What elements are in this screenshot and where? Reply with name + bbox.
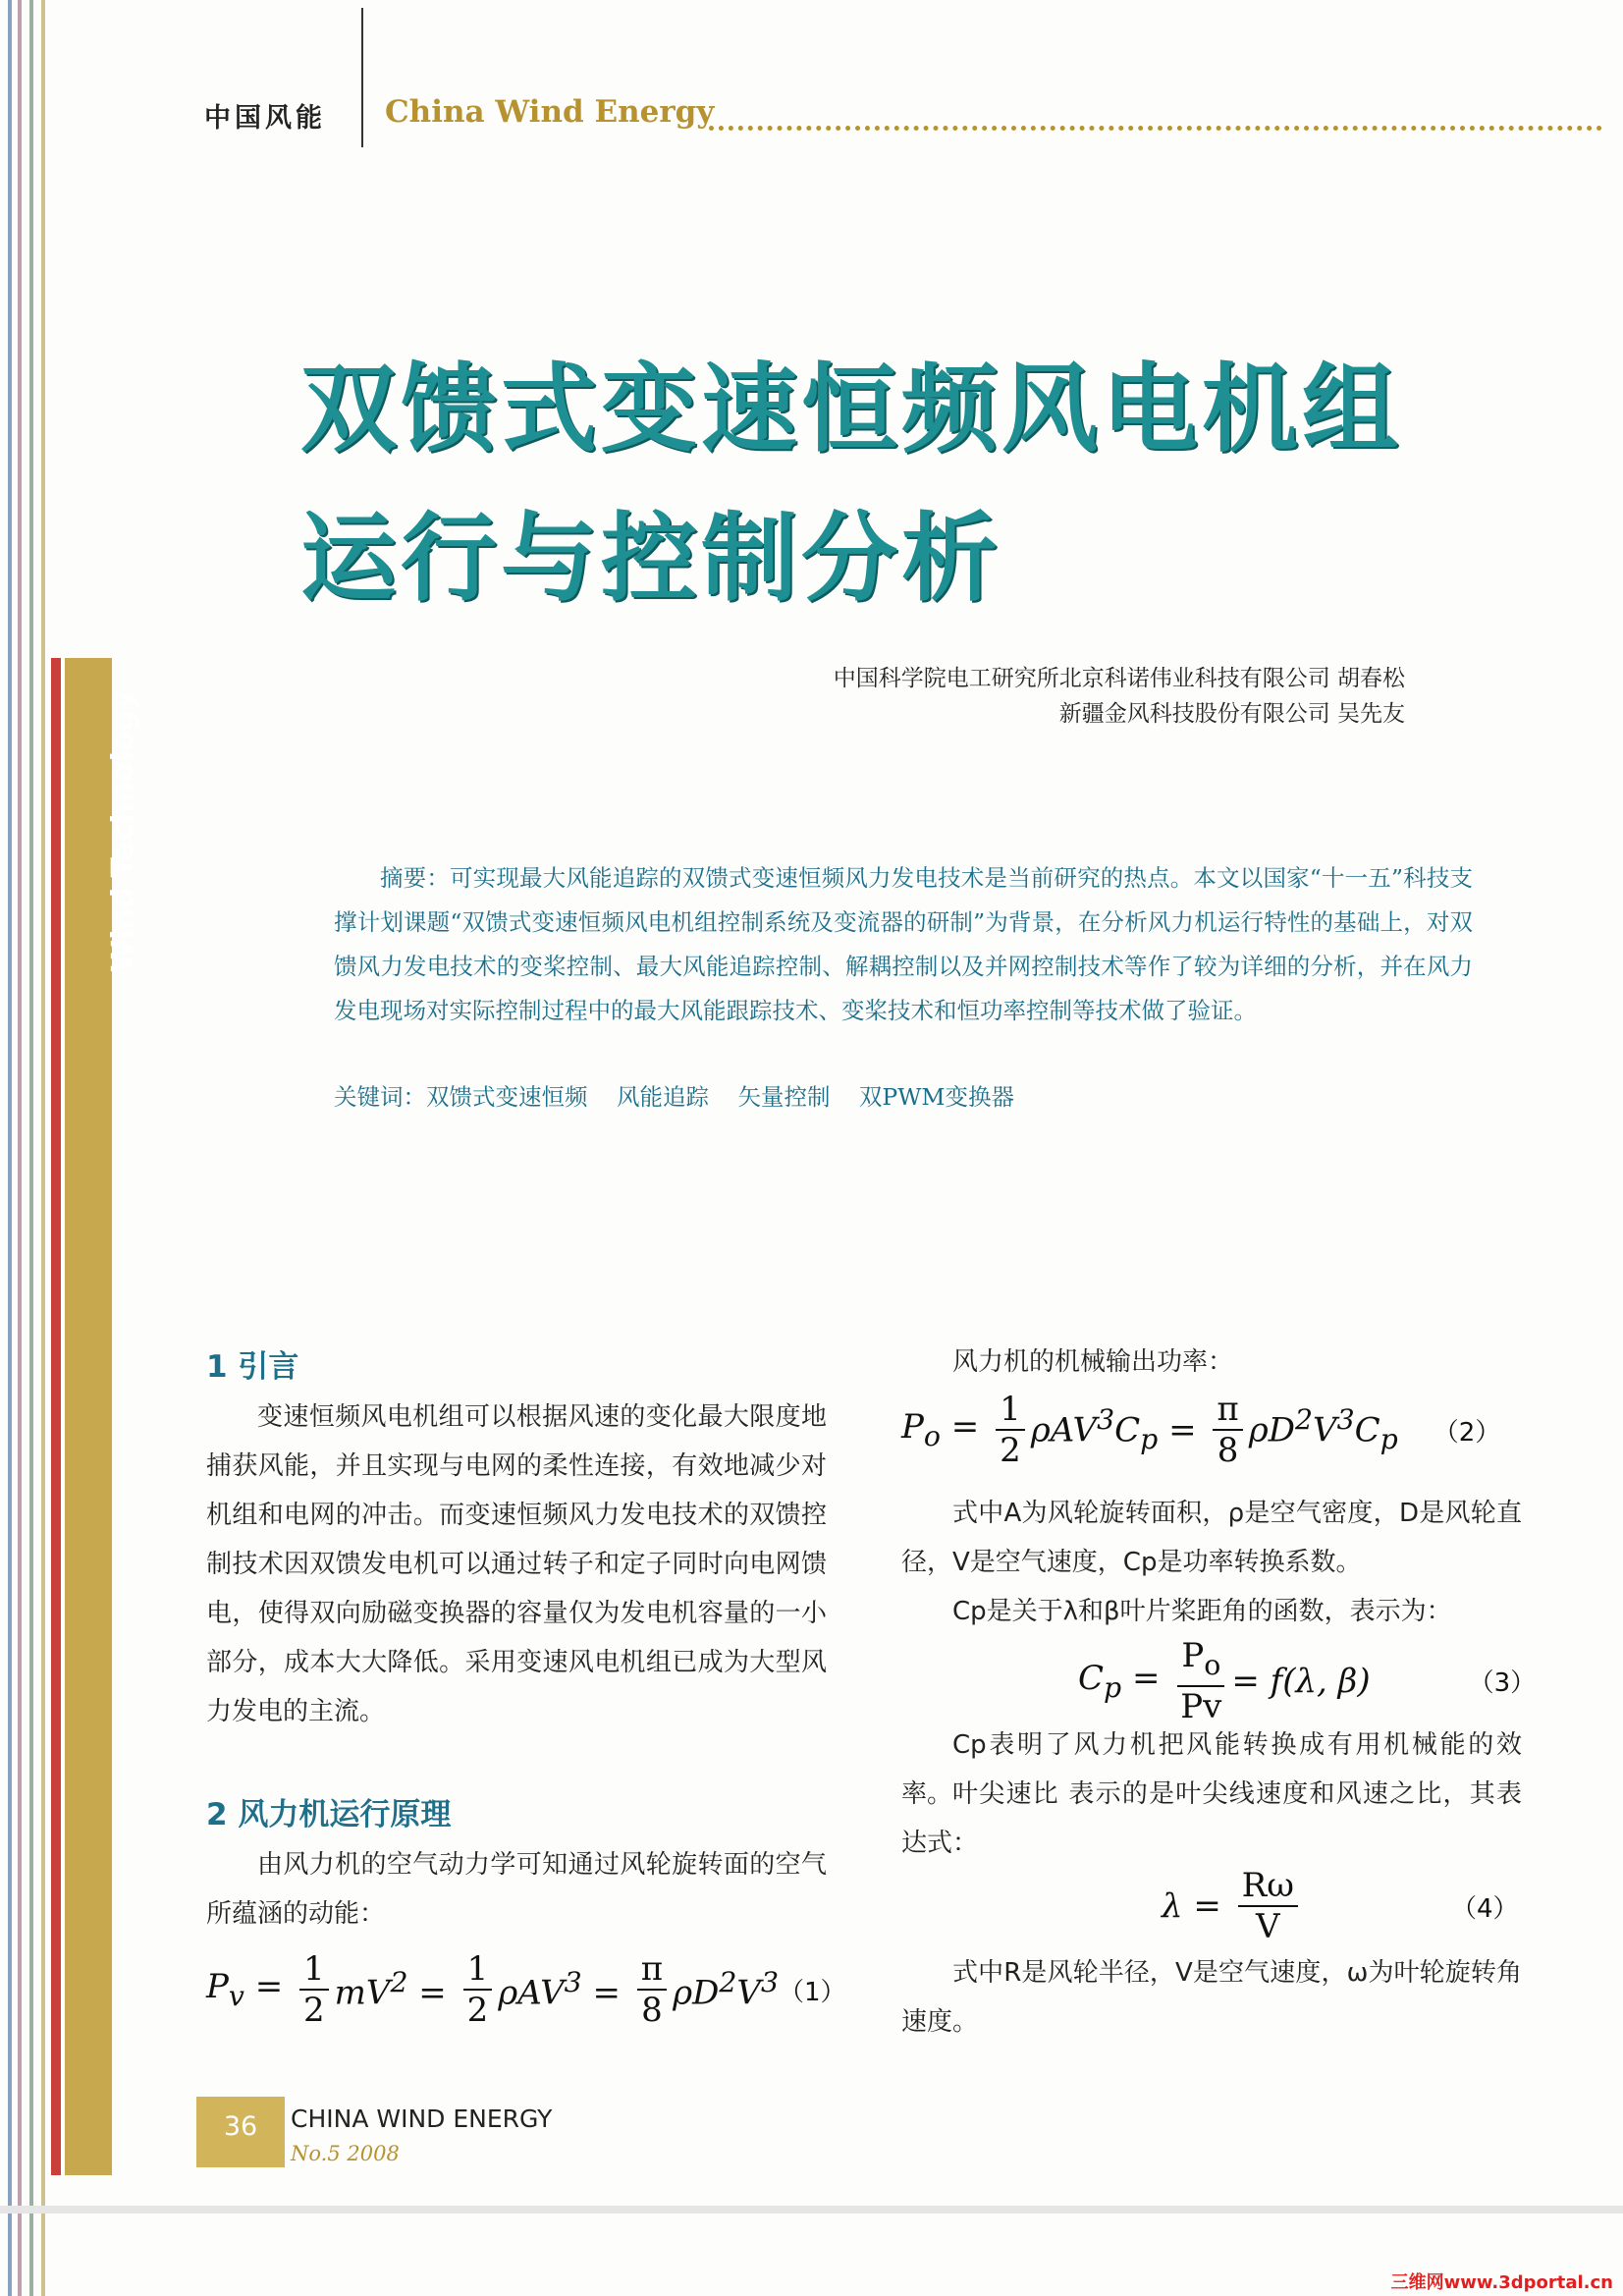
right-paragraph-5: 叶尖速比 表示的是叶尖线速度和风速之比，其表达式： [901, 1779, 1522, 1858]
binding-edge-1 [8, 0, 12, 2296]
article-title-line1: 双馈式变速恒频风电机组 [300, 354, 1403, 465]
binding-edge-3 [29, 0, 33, 2296]
page-bottom-shadow [0, 2206, 1623, 2214]
equation-4: λ = $\frac{R\omega}{V}$ （4） [1162, 1866, 1519, 1946]
right-paragraph-3: Cp是关于λ和β叶片桨距角的函数，表示为： [952, 1597, 1452, 1626]
right-paragraph-1: 风力机的机械输出功率： [952, 1347, 1234, 1377]
section-label: Wind Technology [106, 690, 140, 972]
equation-2-number: （2） [1433, 1417, 1501, 1448]
author-line-2: 新疆金风科技股份有限公司 吴先友 [1058, 701, 1405, 727]
magazine-name-cn: 中国风能 [204, 103, 326, 134]
magazine-name-en: China Wind Energy [385, 94, 715, 130]
author-line-1: 中国科学院电工研究所北京科诺伟业科技有限公司 胡春松 [833, 666, 1405, 691]
equation-1-number: （1） [779, 1977, 846, 2007]
equation-4-number: （4） [1450, 1893, 1519, 1924]
right-paragraph-2: 式中A为风轮旋转面积，ρ是空气密度，D是风轮直径，V是空气速度，Cp是功率转换系数。 [901, 1499, 1522, 1577]
header-divider [361, 8, 363, 147]
section2-paragraph: 由风力机的空气动力学可知通过风轮旋转面的空气所蕴涵的动能： [206, 1850, 827, 1929]
section-heading-2: 2 风力机运行原理 [206, 1797, 452, 1832]
header-dotted-rule [709, 126, 1602, 131]
section-heading-1: 1 引言 [206, 1349, 299, 1385]
equation-2: $P_o$ = $\frac{1}{2}$ $\rho AV^3C_p$ = $\frac{\pi}{8}$ $\rho D^2V^3C_p$ （2） [901, 1390, 1501, 1470]
article-title-line2: 运行与控制分析 [300, 503, 1002, 615]
watermark: 三维网www.3dportal.cn [1390, 2272, 1613, 2293]
binding-edge-4 [41, 0, 45, 2296]
keywords: 关键词：双馈式变速恒频 风能追踪 矢量控制 双PWM变换器 [334, 1083, 1014, 1111]
side-band-red [51, 658, 61, 2175]
section1-paragraph: 变速恒频风电机组可以根据风速的变化最大限度地捕获风能，并且实现与电网的柔性连接，有效地减少对机组和电网的冲击。而变速恒频风力发电技术的双馈控制技术因双馈发电机可以通过转子和定子同时向电网馈电，使得双向励磁变换器的容量仅为发电机容量的一小部分，成本大大降低。采用变速风电机组已成为大型风力发电的主流。 [206, 1402, 827, 1726]
equation-3-number: （3） [1468, 1668, 1537, 1699]
journal-name: CHINA WIND ENERGY [291, 2105, 553, 2133]
page-number: 36 [223, 2111, 258, 2142]
issue-number: No.5 2008 [291, 2142, 400, 2165]
right-paragraph-4: Cp表明了风力机把风能转换成有用机械能的效率。 [901, 1730, 1522, 1809]
side-band [65, 658, 112, 2175]
equation-3: $C_p$ = $\frac{P_o}{Pv}$ = f(λ, β) （3） [1078, 1636, 1537, 1726]
binding-edge-2 [18, 0, 22, 2296]
abstract: 摘要：可实现最大风能追踪的双馈式变速恒频风力发电技术是当前研究的热点。本文以国家“十一五”科技支撑计划课题“双馈式变速恒频风电机组控制系统及变流器的研制”为背景，在分析风力机运行特性的基础上，对双馈风力发电技术的变桨控制、最大风能追踪控制、解耦控制以及并网控制技术等作了较为详细的分析，并在风力发电现场对实际控制过程中的最大风能跟踪技术、变桨技术和恒功率控制等技术做了验证。 [334, 864, 1473, 1024]
right-paragraph-6: 式中R是风轮半径，V是空气速度，ω为叶轮旋转角速度。 [901, 1958, 1522, 2037]
equation-1: $P_v$ = $\frac{1}{2}$ $mV^2$ = $\frac{1}{2}$ ρAV$^3$ = $\frac{\pi}{8}$ $\rho D^2V^3$ （1） [206, 1949, 846, 2030]
